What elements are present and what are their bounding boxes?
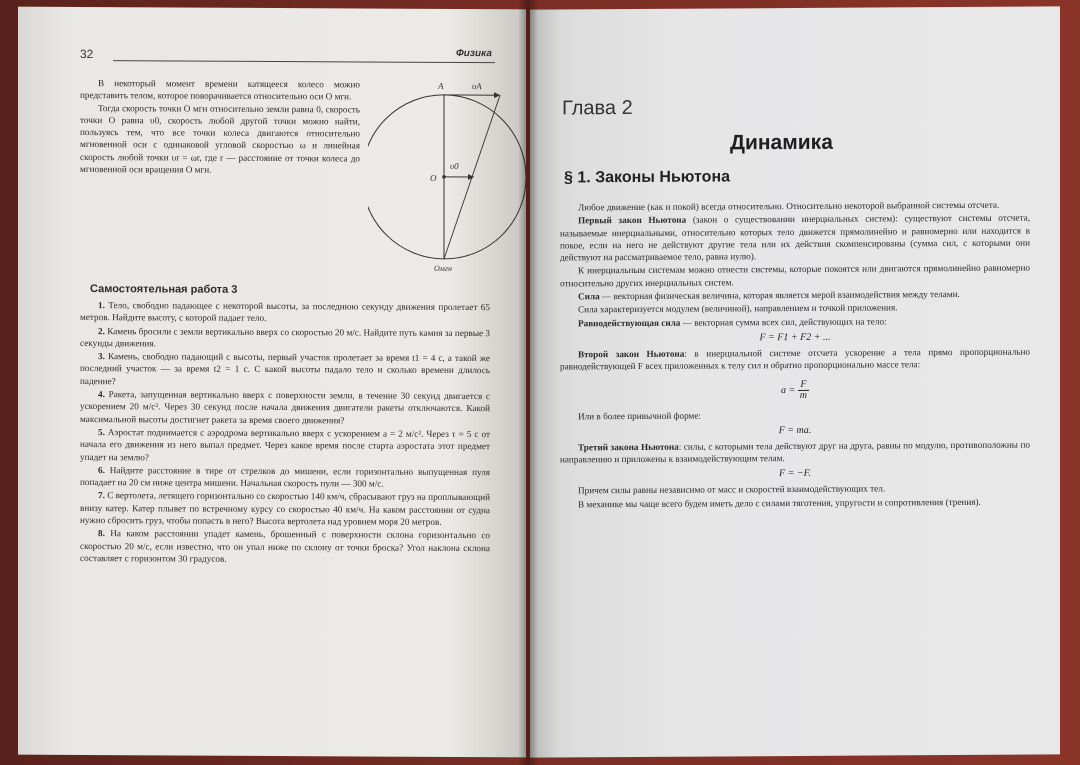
- task-1: 1. Тело, свободно падающее с некоторой высоты, за последнюю секунду движения пролетает 65 метров. Найдите высоту, с которой падает тело.: [80, 300, 490, 324]
- paragraph-title: § 1. Законы Ньютона: [564, 168, 731, 187]
- resultant-definition: Равнодействующая сила — векторная сумма всех сил, действующих на тело:: [578, 316, 887, 328]
- label-o: O: [430, 172, 437, 183]
- task-7: 7. С вертолета, летящего горизонтально со скоростью 140 км/ч, сбрасывают груз на проплывающий внизу катер. Катер плывет по встречному курсу со скоростью 40 км/ч. На каком расстоянии от судна нужно сбросить груз, чтобы попасть в него? Высота вертолета над уровнем моря 20 метров.: [80, 490, 491, 527]
- third-law: Третий закона Ньютона: силы, с которыми тела действуют друг на друга, равны по модулю, противоположны по направлению и приложены к взаимодействующим телам.: [560, 439, 1030, 465]
- self-work-title: Самостоятельная работа 3: [90, 283, 238, 296]
- right-body-text: [560, 199, 1030, 512]
- right-page: [530, 6, 1060, 757]
- header-rule: [113, 60, 495, 63]
- force-definition: Сила — векторная физическая величина, которая является мерой взаимодействия между телами.: [578, 289, 960, 302]
- task-3: 3. Камень, свободно падающий с высоты, первый участок пролетает за время t1 = 4 с, а такой же последний участок — за время t2 = 1 с. С какой высоты падало тело и сколько времени длилось падение?: [80, 351, 490, 386]
- label-a: A: [438, 80, 444, 91]
- paragraph-relativity: Любое движение (как и покой) всегда относительно. Относительно некоторой выбранной системы отсчета.: [578, 199, 1000, 213]
- paragraph-inertial: К инерциальным системам можно отнести системы, которые покоятся или двигаются прямолинейно равномерно относительно других инерциальных систем.: [560, 263, 1030, 289]
- task-8: 8. На каком расстоянии упадет камень, брошенный с поверхности склона горизонтально со скоростью 20 м/с, если известно, что он упал ниже по склону от точки броска? Угол наклона склона составляет с горизонтом 30 градусов.: [80, 528, 490, 564]
- wheel-diagram: [368, 69, 526, 280]
- chapter-heading: Глава 2: [562, 96, 633, 120]
- intro-paragraph-2: Тогда скорость точки O мгн относительно земли равна 0, скорость точки O равна υ0, скорость любой другой точки можно найти, пользуясь тем, что все точки колеса двигаются относительно мгновенной оси с одинаковой угловой скоростью ω и линейная скорость любой точки υr = ωr, где r — расстояние от точки колеса до мгновенной оси вращения O мгн.: [80, 102, 360, 175]
- formula-force-sum: F = F1 + F2 + ...: [759, 331, 831, 344]
- label-v0: υ0: [450, 160, 459, 171]
- formula-fma: F = ma.: [778, 424, 812, 436]
- paragraph-force-char: Сила характеризуется модулем (величиной), направлением и точкой приложения.: [578, 302, 898, 315]
- task-4: 4. Ракета, запущенная вертикально вверх с поверхности земли, в течение 30 секунд двигается с ускорением 20 м/с². Через 30 секунд после начала движения двигатели ракеты отключаются. Какой максимальной высоты достигнет ракета за время своего движения?: [80, 389, 490, 426]
- book-gutter: [518, 0, 538, 765]
- section-title: Динамика: [730, 130, 833, 155]
- intro-text: [80, 77, 360, 177]
- left-page: [18, 7, 526, 758]
- center-point: [442, 175, 446, 179]
- paragraph-equal-forces: Причем силы равны независимо от масс и скоростей взаимодействующих тел.: [578, 483, 886, 496]
- page-number: 32: [80, 46, 94, 62]
- formula-acceleration: a = $\frac{F}{m}$: [781, 378, 807, 401]
- intro-paragraph-1: В некоторый момент времени катящееся колесо можно представить телом, которое поворачивается относительно оси O мгн.: [80, 78, 360, 102]
- task-6: 6. Найдите расстояние в тире от стрелков до мишени, если горизонтально выпущенная пуля попадает на 20 см ниже центра мишени. Начальная скорость пули — 300 м/с.: [80, 464, 491, 489]
- task-5: 5. Аэростат поднимается с аэродрома вертикально вверх с ускорением a = 2 м/с². Через τ = 5 с от начала его движения из него выпал предмет. Через какое время после старта аэростата этот предмет упадет на землю?: [80, 427, 491, 462]
- paragraph-familiar-form: Или в более привычной форме:: [578, 410, 701, 421]
- second-law: Второй закон Ньютона: в инерциальной системе отсчета ускорение a тела прямо пропорционально равнодействующей F всех приложенных к телу сил и обратно пропорционально массе тела:: [560, 346, 1030, 372]
- first-law: Первый закон Ньютона (закон о существовании инерциальных систем): существуют системы отсчета, называемые инерциальными, относительно которых тело движется прямолинейно и равномерно или находится в покое, если на него не действуют другие тела или их действия скомпенсированы (сумма сил, с которыми они действуют на рассматриваемое тело, равна нулю).: [560, 212, 1030, 263]
- paragraph-mechanics-forces: В механике мы чаще всего будем иметь дело с силами тяготения, упругости и сопротивления (трения).: [578, 496, 981, 510]
- running-header: Физика: [456, 47, 492, 60]
- label-va: υA: [472, 81, 482, 92]
- task-2: 2. Камень бросили с земли вертикально вверх со скоростью 20 м/с. Найдите путь камня за первые 3 секунды движения.: [80, 325, 491, 349]
- formula-third-law: F = −F.: [779, 468, 811, 480]
- label-omgn: Oмгн: [434, 263, 452, 273]
- task-list: [80, 299, 490, 567]
